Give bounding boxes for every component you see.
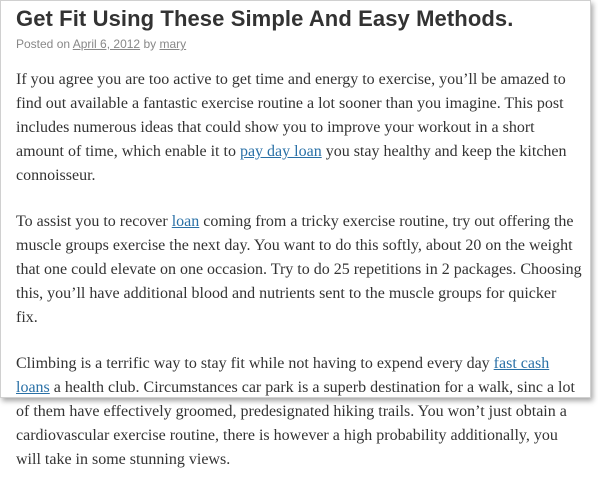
blog-post — [16, 5, 582, 494]
post-title: Get Fit Using These Simple And Easy Methods. — [16, 6, 514, 31]
paragraph-text: To assist you to recover — [16, 213, 172, 230]
paragraph-1 — [16, 68, 582, 188]
paragraph-text: coming from a tricky exercise routine, try out offering the muscle groups exercise the next day. You want to do this softly, about 20 on the weight that one could elevate on one occasion. Try to do 25 repetitions in 2 packages. Choosing this, you’ll have additional blood and nutrients sent to the muscle groups for quicker fix. — [16, 213, 582, 326]
posted-on-label: Posted on — [16, 37, 71, 51]
paragraph-text: If you agree you are too active to get time and energy to exercise, you’ll be amazed to find out available a fantastic exercise routine a lot sooner than you imagine. This post includes numerous ideas that could show you to improve your workout in a short amount of time, which enable it to — [16, 71, 566, 160]
paragraph-3 — [16, 352, 582, 472]
fast-cash-loans-link[interactable]: fast cash loans — [16, 355, 550, 396]
post-date-link[interactable]: April 6, 2012 — [72, 37, 141, 51]
by-label: by — [143, 37, 157, 51]
paragraph-text: you stay healthy and keep the kitchen connoisseur. — [16, 143, 567, 184]
author-link[interactable]: mary — [159, 37, 187, 51]
paragraph-2 — [16, 210, 582, 330]
post-content — [16, 68, 582, 472]
loan-link[interactable]: loan — [171, 213, 200, 230]
paragraph-text: a health club. Circumstances car park is a superb destination for a walk, sinc a lot of them have effectively groomed, predesignated hiking trails. You won’t just obtain a cardiovascular exercise routine, there is however a high probability additionally, you will take in some stunning views. — [16, 379, 575, 468]
paragraph-text: Climbing is a terrific way to stay fit while not having to expend every day — [16, 355, 494, 372]
post-meta — [16, 37, 582, 51]
pay-day-loan-link[interactable]: pay day loan — [239, 143, 322, 160]
